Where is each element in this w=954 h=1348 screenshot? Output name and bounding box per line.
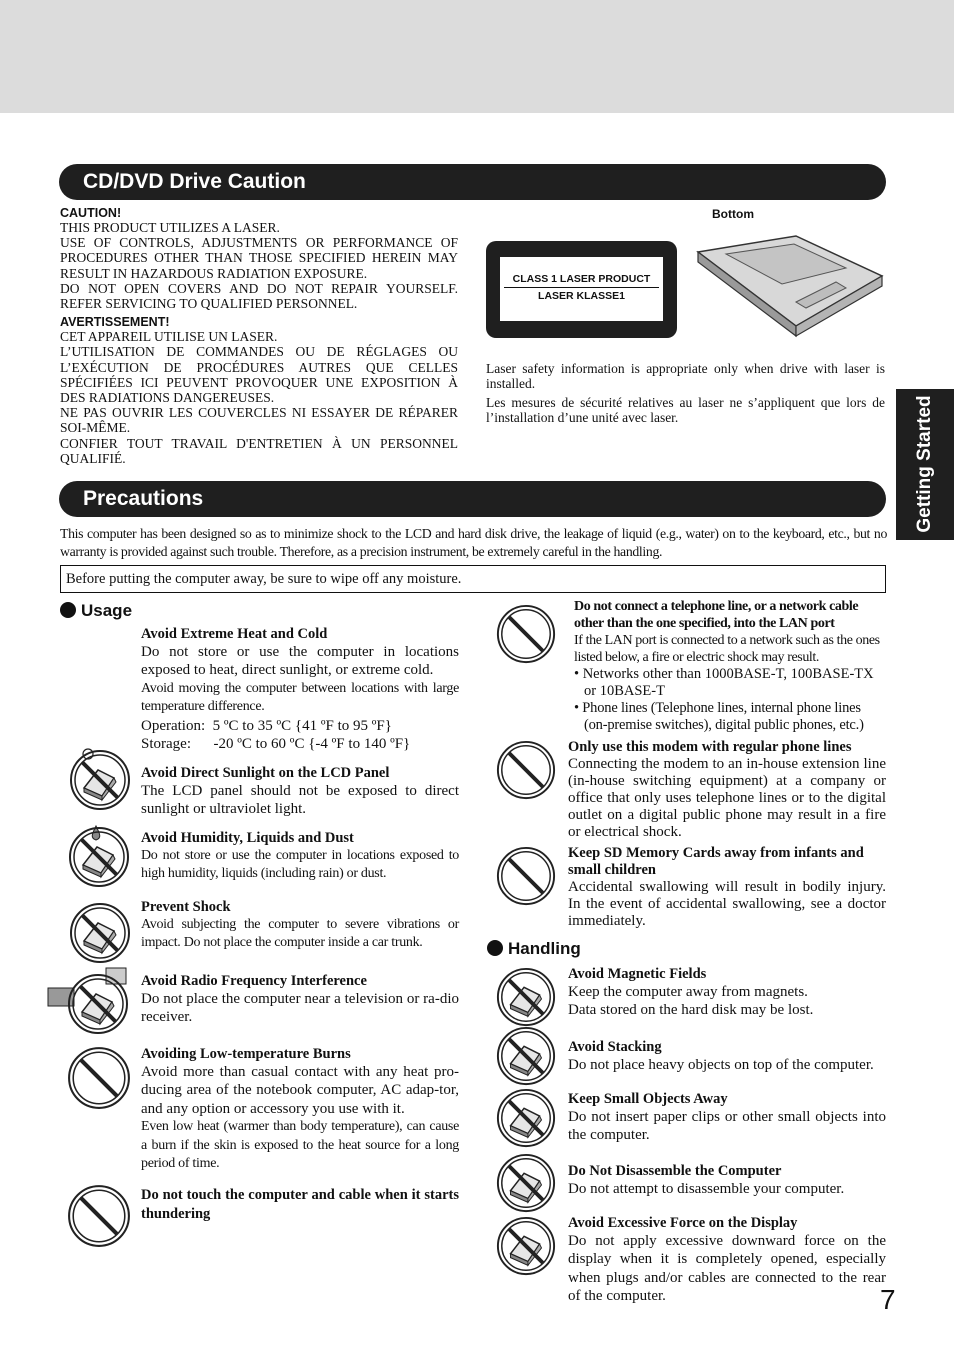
magnetic-prohibited-icon [495,966,557,1028]
sunlight-prohibited-icon [66,744,134,812]
heat-title: Avoid Extreme Heat and Cold [141,626,328,642]
precautions-section-bar [59,481,886,517]
side-tab-label: Getting Started [914,395,935,533]
laser-label-plate [486,241,677,338]
small-objects-body: Do not insert paper clips or other small objects into the computer. [568,1109,886,1144]
shock-body: Avoid subjecting the computer to severe vibrations or impact. Do not place the computer inside a car trunk. [141,917,459,951]
shock-title: Prevent Shock [141,899,231,915]
stacking-body: Do not place heavy objects on top of the computer. [568,1057,874,1073]
laser-klasse-text: LASER KLASSE1 [504,287,659,302]
magnetic-title: Avoid Magnetic Fields [568,966,707,982]
lan-title: Do not connect a telephone line, or a network cable other than the one specified, into the LAN port [574,599,859,631]
caution-line: DO NOT OPEN COVERS AND DO NOT REPAIR YOURSELF. REFER SERVICING TO QUALIFIED PERSONNEL. [60,280,458,312]
radio-title: Avoid Radio Frequency Interference [141,973,367,989]
avertissement-line: L’UTILISATION DE COMMANDES OU DE RÉGLAGES OU L’EXÉCUTION DE PROCÉDURES AUTRES QUE CELLES SPÉCIFIÉES ICI PEUVENT PROVOQUER UNE EXPOSITION À DES RADIATIONS DANGEREUSES. [60,344,458,406]
humidity-prohibited-icon [64,822,134,892]
thunder-item [141,1186,459,1224]
modem-prohibited-icon [495,739,557,801]
shock-prohibited-icon [66,899,134,967]
heat-body-2: Avoid moving the computer between locations with large temperature difference. [141,680,459,715]
laser-class-text: CLASS 1 LASER PRODUCT [512,273,651,285]
display-force-prohibited-icon [495,1215,557,1277]
handling-heading [487,939,581,959]
laser-note-en: Laser safety information is appropriate only when drive with laser is installed. [486,361,885,392]
handling-heading-label: Handling [508,939,581,958]
usage-heading-label: Usage [81,601,133,620]
lan-item [574,598,886,734]
magnetic-body-2: Data stored on the hard disk may be lost. [568,1002,814,1019]
burns-body-2: Even low heat (warmer than body temperature), can cause a burn if the skin is exposed to the heat source for a long period of time. [141,1119,459,1172]
disassemble-item [568,1163,886,1198]
disassemble-body: Do not attempt to disassemble your computer. [568,1181,845,1197]
avertissement-heading: AVERTISSEMENT! [60,315,170,330]
burns-prohibited-icon [66,1045,132,1111]
display-force-body: Do not apply excessive downward force on the display when it is completely opened, especially when plugs and/or cables are connected to the rear of the computer. [568,1233,886,1305]
disassemble-title: Do Not Disassemble the Computer [568,1163,782,1179]
display-force-item [568,1215,886,1306]
shock-item [141,899,459,953]
sd-item [568,845,886,930]
caution-line: USE OF CONTROLS, ADJUSTMENTS OR PERFORMANCE OF PROCEDURES OTHER THAN THOSE SPECIFIED HEREIN MAY RESULT IN HAZARDOUS RADIATION EXPOSURE. [60,235,458,281]
magnetic-item [568,966,886,1020]
thunder-title: Do not touch the computer and cable when it starts thundering [141,1187,459,1222]
bullet-dot-icon [60,602,76,618]
cd-dvd-section-bar [59,164,886,200]
radio-body: Do not place the computer near a television or ra-dio receiver. [141,991,459,1026]
lan-bullet-1: • Networks other than 1000BASE-T, 100BASE-TX or 10BASE-T [574,666,874,699]
usage-heading [60,601,132,621]
modem-body: Connecting the modem to an in-house extension line (in-house switching equipment) at a company or office that only uses telephone lines or to the digital outlet on a digital public phone may result in a fire or electrical shock. [568,756,886,840]
humidity-item [141,830,459,884]
precautions-intro: This computer has been designed so as to minimize shock to the LCD and hard disk drive, the leakage of liquid (e.g., water) on to the keyboard, etc., but no warranty is provided against such trouble. Therefore, as a precision instrument, be extremely careful in the handling. [60,526,887,559]
bottom-label: Bottom [712,207,754,221]
lan-body: If the LAN port is connected to a network such as the ones listed below, a fire or electric shock may result. [574,633,880,665]
moisture-note-box: Before putting the computer away, be sure to wipe off any moisture. [60,565,886,593]
page-number: 7 [880,1284,896,1315]
burns-title: Avoiding Low-temperature Burns [141,1046,351,1062]
stacking-item [568,1039,886,1074]
burns-item [141,1046,459,1173]
precautions-section-title: Precautions [83,487,204,510]
radio-item [141,973,459,1027]
magnetic-body: Keep the computer away from magnets. [568,984,808,1000]
modem-item [568,739,886,841]
notebook-bottom-illustration [686,232,886,345]
heat-item [141,626,459,753]
disassemble-prohibited-icon [495,1152,557,1214]
sd-card-prohibited-icon [495,845,557,907]
modem-title: Only use this modem with regular phone lines [568,739,852,755]
display-force-title: Avoid Excessive Force on the Display [568,1215,798,1231]
bullet-dot-icon [487,940,503,956]
caution-line: THIS PRODUCT UTILIZES A LASER. [60,220,280,235]
sunlight-title: Avoid Direct Sunlight on the LCD Panel [141,765,390,781]
lan-prohibited-icon [495,603,557,665]
caution-heading: CAUTION! [60,206,122,220]
top-band [0,0,954,113]
lan-bullet-2: • Phone lines (Telephone lines, internal phone lines (on-premise switches), digital public phones, etc.) [574,700,864,733]
stacking-title: Avoid Stacking [568,1039,662,1055]
sd-body: Accidental swallowing will result in bodily injury. In the event of accidental swallowing, see a doctor immediately. [568,879,886,929]
avertissement-line: CET APPAREIL UTILISE UN LASER. [60,329,278,345]
heat-operation: Operation: 5 ºC to 35 ºC {41 ºF to 95 ºF} [141,717,392,734]
laser-note-fr: Les mesures de sécurité relatives au laser ne s’appliquent que lors de l’installation d’une unité avec laser. [486,395,885,426]
small-objects-title: Keep Small Objects Away [568,1091,728,1107]
small-objects-prohibited-icon [495,1087,557,1149]
thunder-prohibited-icon [66,1183,132,1249]
burns-body: Avoid more than casual contact with any heat pro-ducing area of the notebook computer, AC adap-tor, and any option or accessory you use with it. [141,1064,459,1117]
sunlight-body: The LCD panel should not be exposed to direct sunlight or ultraviolet light. [141,783,459,818]
side-tab [896,389,954,540]
small-objects-item [568,1091,886,1145]
stacking-prohibited-icon [495,1025,557,1087]
heat-storage: Storage: -20 ºC to 60 ºC {-4 ºF to 140 ºF} [141,736,411,753]
sunlight-item [141,765,459,819]
heat-body: Do not store or use the computer in locations exposed to heat, direct sunlight, or extreme cold. [141,644,459,679]
avertissement-line: CONFIER TOUT TRAVAIL D'ENTRETIEN À UN PERSONNEL QUALIFIÉ. [60,435,458,466]
radio-interference-prohibited-icon [46,966,134,1038]
laser-label-inner [500,257,663,321]
caution-text-block [60,206,458,466]
avertissement-line: NE PAS OUVRIR LES COUVERCLES NI ESSAYER DE RÉPARER SOI-MÊME. [60,405,458,436]
humidity-body: Do not store or use the computer in locations exposed to high humidity, liquids (including rain) or dust. [141,848,459,882]
cd-dvd-section-title: CD/DVD Drive Caution [83,170,306,193]
sd-title: Keep SD Memory Cards away from infants and small children [568,845,864,878]
humidity-title: Avoid Humidity, Liquids and Dust [141,830,354,846]
